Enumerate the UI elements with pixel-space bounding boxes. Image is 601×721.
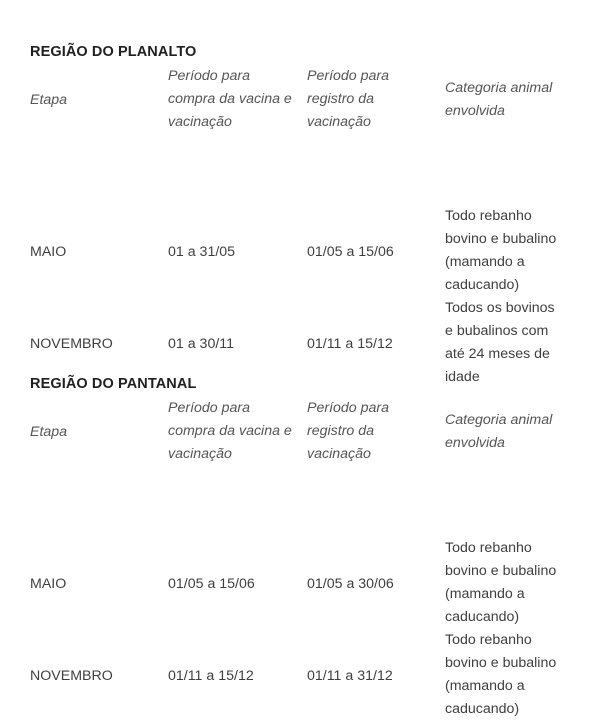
cell-etapa: NOVEMBRO (30, 336, 113, 352)
header-text: Período para (168, 400, 251, 416)
cell-text: (mamando a (445, 586, 525, 602)
header-etapa: Etapa (30, 92, 68, 108)
cell-text: Todo rebanho (445, 632, 532, 648)
cell-text: até 24 meses de (445, 346, 550, 362)
cell-categoria (445, 205, 585, 297)
cell-etapa: MAIO (30, 244, 67, 260)
header-categoria (445, 77, 585, 123)
header-text: registro da (307, 423, 375, 439)
header-text: vacinação (307, 114, 371, 130)
cell-categoria (445, 629, 585, 721)
cell-compra: 01/11 a 15/12 (168, 668, 254, 684)
cell-text: (mamando a (445, 678, 525, 694)
table-header (30, 397, 590, 467)
header-periodo-registro (307, 397, 445, 466)
header-text: compra da vacina e (168, 91, 292, 107)
cell-text: caducando) (445, 701, 520, 717)
header-text: Categoria animal (445, 80, 553, 96)
cell-text: e bubalinos com (445, 323, 549, 339)
cell-text: bovino e bubalino (445, 563, 557, 579)
cell-compra: 01 a 31/05 (168, 244, 236, 260)
cell-text: idade (445, 369, 480, 385)
cell-text: caducando) (445, 609, 520, 625)
cell-text: Todo rebanho (445, 540, 532, 556)
header-text: Período para (307, 68, 390, 84)
header-text: registro da (307, 91, 375, 107)
cell-categoria (445, 537, 585, 629)
header-periodo-registro (307, 65, 445, 134)
header-text: compra da vacina e (168, 423, 292, 439)
header-text: vacinação (168, 446, 232, 462)
header-etapa: Etapa (30, 424, 68, 440)
cell-text: caducando) (445, 277, 520, 293)
header-categoria (445, 409, 585, 455)
header-periodo-compra (168, 397, 310, 466)
table-row (30, 629, 590, 721)
table-header (30, 65, 590, 135)
header-text: Categoria animal (445, 412, 553, 428)
header-text: Período para (168, 68, 251, 84)
header-text: envolvida (445, 435, 505, 451)
cell-registro: 01/11 a 31/12 (307, 668, 393, 684)
header-text: vacinação (168, 114, 232, 130)
table-row (30, 537, 590, 629)
cell-text: Todo rebanho (445, 208, 532, 224)
header-text: vacinação (307, 446, 371, 462)
header-text: envolvida (445, 103, 505, 119)
cell-registro: 01/11 a 15/12 (307, 336, 393, 352)
cell-compra: 01 a 30/11 (168, 336, 235, 352)
header-periodo-compra (168, 65, 310, 134)
cell-etapa: NOVEMBRO (30, 668, 113, 684)
cell-etapa: MAIO (30, 576, 67, 592)
cell-text: bovino e bubalino (445, 231, 557, 247)
cell-text: bovino e bubalino (445, 655, 557, 671)
section-title: REGIÃO DO PLANALTO (30, 44, 197, 60)
cell-text: (mamando a (445, 254, 525, 270)
cell-compra: 01/05 a 15/06 (168, 576, 255, 592)
section-pantanal (30, 375, 590, 717)
cell-text: Todos os bovinos (445, 300, 555, 316)
cell-registro: 01/05 a 15/06 (307, 244, 394, 260)
section-title: REGIÃO DO PANTANAL (30, 376, 197, 392)
header-text: Período para (307, 400, 390, 416)
table-row (30, 205, 590, 297)
cell-registro: 01/05 a 30/06 (307, 576, 394, 592)
